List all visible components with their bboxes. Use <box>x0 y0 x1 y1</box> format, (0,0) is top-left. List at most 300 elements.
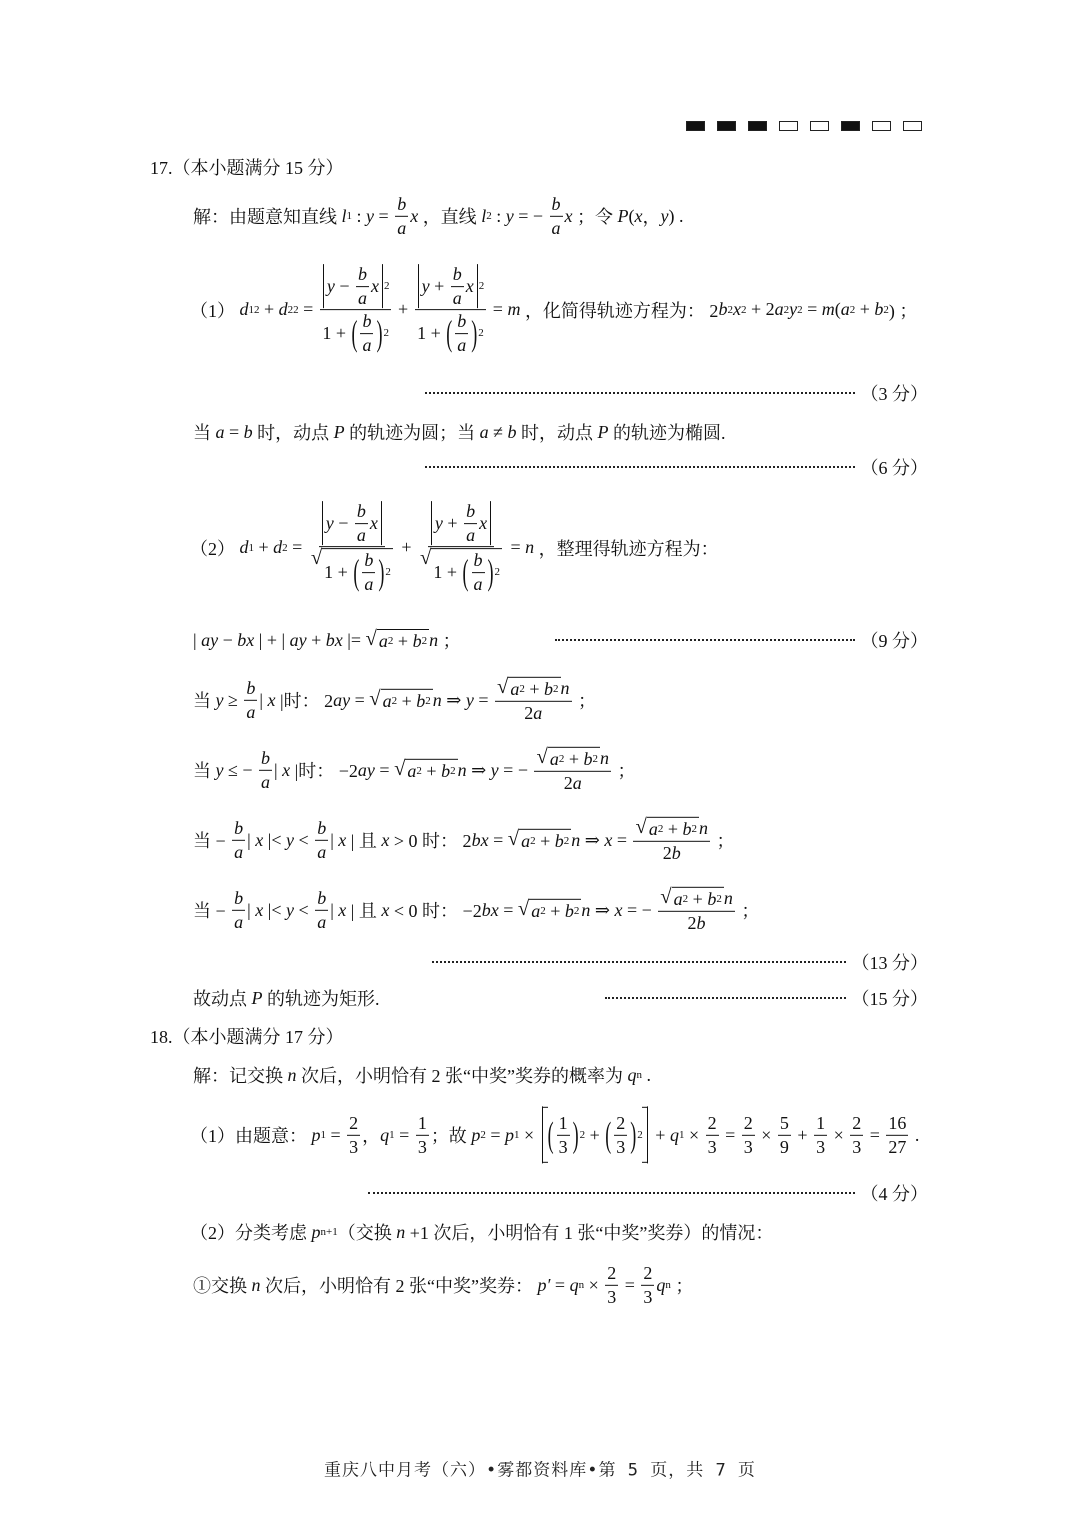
math-text: = <box>394 1124 414 1145</box>
math-variable <box>433 690 442 711</box>
math-variable <box>357 501 366 522</box>
left-paren: ( <box>462 552 469 592</box>
variable-symbol: q <box>380 1124 390 1145</box>
score-leader <box>425 380 928 406</box>
math-text: = <box>550 1274 570 1295</box>
math-text: 1 + <box>433 562 462 583</box>
empty-square-mark <box>903 121 922 131</box>
math-variable <box>216 422 225 443</box>
variable-symbol: a <box>510 678 520 699</box>
fraction-denominator <box>451 287 464 309</box>
math-variable <box>505 1125 520 1146</box>
math-text: 16 <box>888 1112 907 1133</box>
fraction-denominator <box>259 771 272 793</box>
fraction <box>495 677 572 723</box>
fraction <box>347 1113 360 1157</box>
dotted-leader <box>368 1192 855 1194</box>
variable-symbol: b <box>507 421 517 442</box>
variable-symbol: y <box>366 205 375 226</box>
variable-symbol: a <box>551 217 561 238</box>
math-text: ≥ <box>223 689 243 710</box>
filled-square-mark <box>686 121 705 131</box>
math-text: | <box>247 829 256 850</box>
math-text: × <box>519 1124 539 1145</box>
math-text: |时： −2 <box>290 761 358 781</box>
math-variable <box>383 691 398 712</box>
math-variable <box>508 422 517 443</box>
math-text: < 0 时： −2 <box>389 901 482 921</box>
superscript: 2 <box>563 835 570 847</box>
math-variable <box>457 312 466 333</box>
math-text: + <box>397 690 417 711</box>
math-variable <box>466 501 475 522</box>
math-text: 当 <box>193 761 216 781</box>
math-variable <box>822 300 835 321</box>
math-variable <box>358 264 367 285</box>
math-variable <box>506 206 514 227</box>
math-text: 的轨迹为椭圆. <box>608 423 726 443</box>
left-paren: ( <box>605 1114 612 1154</box>
fraction <box>464 501 477 545</box>
variable-symbol: x <box>338 829 347 850</box>
math-variable <box>481 206 492 227</box>
fraction-numerator <box>495 677 572 702</box>
math-text: 3 <box>349 1136 359 1157</box>
math-text: + <box>393 299 413 320</box>
variable-symbol: b <box>544 678 554 699</box>
math-variable <box>364 551 373 572</box>
math-variable <box>479 513 487 534</box>
subscript: n <box>636 1069 642 1081</box>
superscript: 2 <box>883 304 889 316</box>
fraction <box>742 1113 755 1157</box>
math-text: = <box>374 205 394 226</box>
q17-intro <box>193 194 684 238</box>
variable-symbol: a <box>246 701 256 722</box>
superscript: 2 <box>553 682 559 695</box>
math-variable <box>453 288 462 309</box>
math-variable <box>261 772 270 793</box>
math-variable <box>525 538 534 559</box>
score-leader <box>368 1180 928 1206</box>
score-label: （4 分） <box>860 1184 928 1204</box>
math-variable <box>656 1275 671 1296</box>
math-text: 3 <box>616 1136 626 1157</box>
math-text: ①交换 <box>193 1276 252 1296</box>
math-text: 2 <box>349 1112 359 1133</box>
fraction-denominator <box>355 524 368 546</box>
parenthesized-group <box>350 312 389 356</box>
subscript: 1 <box>513 1129 520 1141</box>
math-variable <box>357 525 366 546</box>
variable-symbol: d <box>239 299 249 320</box>
math-variable <box>841 300 856 321</box>
math-text: + <box>442 512 463 533</box>
math-text: = <box>506 537 526 558</box>
fraction <box>232 888 245 932</box>
variable-symbol: a <box>466 524 476 545</box>
left-paren: ( <box>353 552 360 592</box>
math-text: × <box>829 1124 849 1145</box>
fraction <box>315 888 328 932</box>
math-variable <box>661 206 669 227</box>
variable-symbol: a <box>357 287 367 308</box>
variable-symbol: q <box>569 1274 579 1295</box>
variable-symbol: y <box>286 899 295 920</box>
math-variable <box>380 1125 395 1146</box>
superscript: 2 <box>293 304 299 316</box>
fraction-numerator <box>360 312 373 335</box>
variable-symbol: n <box>581 899 591 920</box>
fraction <box>850 1113 863 1157</box>
variable-symbol: bx <box>325 629 343 650</box>
radical-sign: √ <box>369 687 381 710</box>
math-variable <box>507 300 520 321</box>
variable-symbol: b <box>551 193 561 214</box>
superscript: 2 <box>558 752 565 765</box>
radical-sign: √ <box>497 675 509 698</box>
variable-symbol: x <box>369 512 378 533</box>
absolute-value <box>323 264 383 308</box>
math-text: 27 <box>888 1136 907 1157</box>
absolute-value-group <box>322 264 390 308</box>
variable-symbol: p <box>311 1221 321 1242</box>
variable-symbol: P <box>251 987 263 1008</box>
variable-symbol: b <box>564 900 574 921</box>
variable-symbol: y <box>789 299 798 320</box>
math-text: ⇒ <box>580 829 605 850</box>
variable-symbol: x <box>255 899 264 920</box>
math-text: ，化简得轨迹方程为： 2 <box>520 301 719 321</box>
subscript: n+1 <box>320 1226 338 1238</box>
math-variable <box>724 888 733 909</box>
variable-symbol: d <box>273 537 283 558</box>
math-variable <box>396 1222 405 1243</box>
math-text: + <box>259 299 279 320</box>
math-text: ⇒ <box>466 759 491 780</box>
fraction-numerator <box>416 1113 429 1136</box>
score-label: （6 分） <box>860 458 928 478</box>
math-variable <box>422 276 430 297</box>
math-text: ； <box>712 831 735 851</box>
fraction <box>418 501 504 595</box>
square-root <box>660 887 724 910</box>
variable-symbol: b <box>671 842 681 863</box>
subscript: 1 <box>678 1129 685 1141</box>
variable-symbol: y <box>434 512 443 533</box>
fraction <box>315 818 328 862</box>
math-variable <box>244 422 253 443</box>
variable-symbol: n <box>525 537 535 558</box>
math-text: | <box>247 899 256 920</box>
radicand <box>672 887 724 910</box>
subscript: n <box>578 1279 585 1291</box>
math-variable <box>604 830 612 851</box>
math-variable <box>273 538 288 559</box>
variable-symbol: b <box>317 817 327 838</box>
fraction-numerator <box>742 1113 755 1136</box>
fraction-denominator <box>778 1136 791 1158</box>
math-variable <box>683 819 698 840</box>
math-variable <box>362 312 371 333</box>
math-variable <box>237 630 254 651</box>
fraction-denominator <box>315 841 328 863</box>
variable-symbol: n <box>723 887 733 908</box>
parentheses <box>604 1113 637 1157</box>
math-variable <box>407 761 422 782</box>
variable-symbol: x <box>614 899 623 920</box>
math-text: = <box>488 829 508 850</box>
math-variable <box>381 830 389 851</box>
fraction-denominator <box>418 548 504 595</box>
math-text: 3 <box>816 1136 826 1157</box>
dotted-leader <box>425 392 855 394</box>
variable-symbol: b <box>364 550 374 571</box>
variable-symbol: b <box>452 264 462 285</box>
score-leader <box>425 454 928 480</box>
math-text: + <box>564 748 584 769</box>
math-text: : <box>491 205 506 226</box>
q17-part1 <box>190 264 917 356</box>
math-variable <box>718 300 733 321</box>
fraction <box>355 501 368 545</box>
variable-symbol: a <box>356 524 366 545</box>
math-text: 当 − <box>193 901 231 921</box>
math-variable <box>471 1125 486 1146</box>
superscript: 2 <box>421 635 428 647</box>
fraction-numerator <box>534 747 611 772</box>
variable-symbol: a <box>317 911 327 932</box>
superscript: 2 <box>478 279 485 292</box>
parenthesized-group <box>604 1113 643 1157</box>
variable-symbol: y <box>215 689 224 710</box>
variable-symbol: n <box>571 829 581 850</box>
math-text: 解：记交换 <box>193 1066 288 1086</box>
math-text: . <box>641 1064 651 1085</box>
fraction-denominator <box>472 573 485 595</box>
math-variable <box>268 690 276 711</box>
variable-symbol: a <box>648 818 658 839</box>
math-text: |< <box>263 899 287 920</box>
parentheses <box>352 551 385 595</box>
variable-symbol: a <box>673 888 683 909</box>
variable-symbol: x <box>255 829 264 850</box>
square-root <box>369 689 433 712</box>
math-text: + <box>393 630 413 651</box>
variable-symbol: q <box>669 1124 679 1145</box>
math-variable <box>234 842 243 863</box>
right-paren: ) <box>572 1114 579 1154</box>
radicand <box>548 747 600 770</box>
math-text: = <box>326 1124 346 1145</box>
parentheses <box>445 312 478 356</box>
math-text: − <box>334 275 354 296</box>
math-text: + 2 <box>746 299 775 320</box>
math-text: + <box>535 830 555 851</box>
variable-symbol: n <box>251 1274 261 1295</box>
dotted-leader <box>432 961 846 963</box>
math-variable <box>874 300 889 321</box>
fraction-denominator <box>415 311 486 356</box>
superscript: 2 <box>637 1129 643 1141</box>
math-text: = <box>865 1124 885 1145</box>
q17-case4 <box>193 887 759 933</box>
parenthesized-group <box>462 551 501 595</box>
fraction-numerator <box>232 818 245 841</box>
superscript: 2 <box>740 304 747 316</box>
math-text: ；令 <box>572 207 618 227</box>
math-text: 1 + <box>322 323 351 344</box>
fraction-denominator <box>641 1286 654 1308</box>
variable-symbol: b <box>356 501 366 522</box>
math-text: 5 <box>779 1112 789 1133</box>
math-text: = <box>298 299 318 320</box>
math-text: 2 <box>607 1262 617 1283</box>
variable-symbol: ay <box>357 759 375 780</box>
radical-sign: √ <box>517 897 530 920</box>
math-variable <box>550 749 565 770</box>
math-text: 3 <box>743 1136 753 1157</box>
variable-symbol: b <box>362 311 372 332</box>
superscript: 2 <box>682 892 689 905</box>
math-variable <box>584 749 599 770</box>
math-text: = − <box>513 205 548 226</box>
absolute-value-group <box>321 501 383 545</box>
fraction-numerator <box>362 551 375 574</box>
math-text: + <box>306 629 326 650</box>
math-variable <box>561 678 570 699</box>
variable-symbol: d <box>278 299 288 320</box>
math-variable <box>472 830 489 851</box>
fraction-numerator <box>778 1113 791 1136</box>
variable-symbol: x <box>634 205 643 226</box>
math-variable <box>240 538 255 559</box>
math-text: 3 <box>607 1286 617 1307</box>
radicand <box>529 899 581 922</box>
fraction-denominator <box>362 573 375 595</box>
fraction-denominator <box>614 1136 627 1158</box>
superscript: 2 <box>425 695 431 707</box>
math-variable <box>234 888 243 909</box>
variable-symbol: x <box>282 759 291 780</box>
math-text: 次后，小明恰有 2 张“中奖”奖券的概率为 <box>296 1066 628 1086</box>
variable-symbol: bx <box>237 629 255 650</box>
fraction <box>605 1263 618 1307</box>
variable-symbol: n <box>560 677 570 698</box>
math-text: | + | <box>254 629 290 650</box>
math-text: （2） <box>190 539 240 559</box>
variable-symbol: a <box>364 574 374 595</box>
math-text: 3 <box>707 1136 717 1157</box>
variable-symbol: y <box>465 689 474 710</box>
variable-symbol: n <box>287 1064 297 1085</box>
q18-intro <box>193 1062 651 1088</box>
math-text: ， <box>642 207 661 227</box>
math-variable <box>381 900 389 921</box>
fraction <box>706 1113 719 1157</box>
math-text: 的轨迹为矩形. <box>262 989 380 1009</box>
math-text: 3 <box>852 1136 862 1157</box>
math-text: < <box>294 829 314 850</box>
superscript: 2 <box>383 279 390 292</box>
variable-symbol: bx <box>481 899 499 920</box>
math-text: + <box>792 1124 813 1145</box>
variable-symbol: b <box>473 550 483 571</box>
math-text: 当 <box>193 423 216 443</box>
variable-symbol: bx <box>471 829 489 850</box>
math-variable <box>474 574 483 595</box>
math-text: = <box>374 759 395 780</box>
math-variable <box>334 422 345 443</box>
math-variable <box>474 551 483 572</box>
math-variable <box>598 422 609 443</box>
absolute-value-group <box>417 264 485 308</box>
radicand <box>647 817 699 840</box>
math-variable <box>290 630 307 651</box>
fraction <box>232 818 245 862</box>
math-variable <box>466 690 474 711</box>
math-text: 1 + <box>417 323 446 344</box>
variable-symbol: x <box>465 275 474 296</box>
q17-case1 <box>193 677 596 723</box>
math-text: 次后，小明恰有 2 张“中奖”奖券： <box>260 1276 538 1296</box>
fraction-numerator <box>605 1263 618 1286</box>
variable-symbol: y <box>286 829 295 850</box>
math-variable <box>333 690 350 711</box>
fraction-numerator <box>557 1113 570 1136</box>
fraction-denominator <box>232 841 245 863</box>
math-text: 2 <box>643 1262 653 1283</box>
left-paren: ( <box>446 313 453 353</box>
right-paren: ) <box>630 1114 637 1154</box>
variable-symbol: m <box>821 299 835 320</box>
math-variable <box>555 831 570 852</box>
math-variable <box>317 842 326 863</box>
math-variable <box>286 830 294 851</box>
dotted-leader <box>555 639 855 641</box>
subscript: 2 <box>480 1129 486 1141</box>
parentheses <box>462 551 495 595</box>
math-variable <box>261 748 270 769</box>
math-variable <box>338 830 346 851</box>
math-text: < <box>294 899 314 920</box>
absolute-value <box>322 501 382 545</box>
variable-symbol: a <box>378 630 388 651</box>
variable-symbol: n <box>429 629 439 650</box>
fraction-denominator <box>686 912 708 934</box>
parenthesized-group <box>445 312 484 356</box>
math-variable <box>581 900 590 921</box>
variable-symbol: b <box>874 299 884 320</box>
empty-square-mark <box>810 121 829 131</box>
math-text: ( <box>834 299 841 320</box>
math-variable <box>379 631 394 652</box>
fraction <box>550 194 563 238</box>
fraction <box>395 194 408 238</box>
radical-sign: √ <box>635 815 647 838</box>
variable-symbol: ay <box>289 629 307 650</box>
superscript: 2 <box>797 304 803 316</box>
math-text: = − <box>622 899 657 920</box>
variable-symbol: a <box>531 900 541 921</box>
fraction-numerator <box>550 194 563 217</box>
math-variable <box>216 760 224 781</box>
square-root <box>508 829 572 852</box>
variable-symbol: a <box>407 760 417 781</box>
math-text: . <box>910 1124 920 1145</box>
math-text: | 且 <box>346 831 382 851</box>
math-variable <box>707 889 722 910</box>
